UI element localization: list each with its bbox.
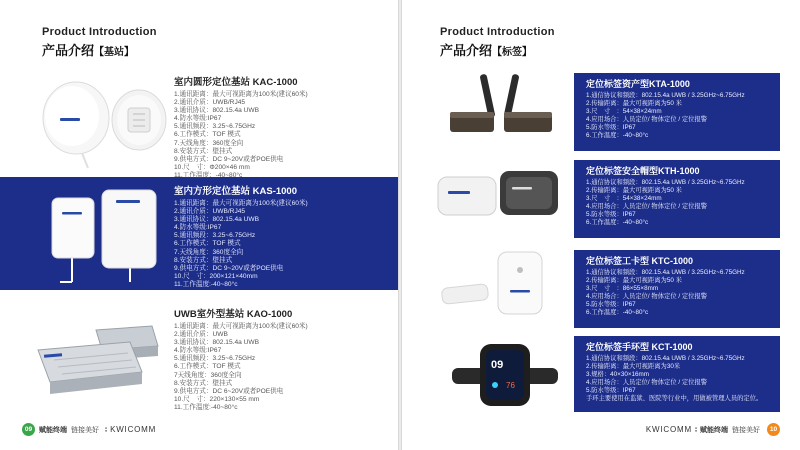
ktc-1000-image <box>438 246 558 318</box>
spec-line: 3.通讯协议：802.15.4a UWB <box>174 107 260 115</box>
spec-line: 1.通讯距离：最大可视距离为100米(建议60米) <box>174 323 308 330</box>
spec-line: 5.防水等级：IP67 <box>586 301 636 309</box>
spec-line: 1.通讯距离：最大可视距离为100米(建议60米) <box>174 91 308 98</box>
page-number-badge: 10 <box>767 423 780 436</box>
left-footer <box>22 423 156 436</box>
spec-line: 2.传输距离：最大可视距离为50 米 <box>586 100 682 108</box>
kas-1000-image <box>50 186 165 286</box>
left-heading-zh <box>42 40 134 59</box>
watch-heart-rate: 76 <box>506 381 515 390</box>
spec-line: 11.工作温度:-40~80°c <box>174 280 238 288</box>
spec-line: 2.传输距离：最大可视距离为50 米 <box>586 187 682 195</box>
spec-line: 9.供电方式：DC 6~20V或者POE供电 <box>174 387 284 395</box>
spec-line: 6.工作温度：-40~80°c <box>586 132 649 140</box>
spec-line: 10.尺 寸：Φ200×46 mm <box>174 163 250 171</box>
spec-line: 2.通讯介质：UWB <box>174 331 228 339</box>
spec-line: 2.传输距离：最大可视距离为30米 <box>586 363 681 371</box>
spec-line: 6.工作模式：TOF 模式 <box>174 363 241 371</box>
watch-time: 09 <box>491 359 504 371</box>
kct-1000-title: 定位标签手环型 KCT-1000 <box>586 342 693 352</box>
spec-line: 3.通讯协议：802.15.4a UWB <box>174 216 260 224</box>
spec-line: 5.防水等级：IP67 <box>586 124 636 132</box>
spec-line: 4.应用场合：人员定位/ 物体定位 / 定位报警 <box>586 293 708 301</box>
spec-line: 8.安装方式：壁挂式 <box>174 147 233 155</box>
kth-1000-image <box>436 165 562 227</box>
spec-line: 4.防水等级:IP67 <box>174 347 222 355</box>
spec-line: 5.通讯频段：3.25~6.75GHz <box>174 355 256 363</box>
spec-line: 10.尺 寸：200×121×40mm <box>174 272 258 280</box>
spec-line: 7天线角度：360度全向 <box>174 371 242 379</box>
left-heading-zh-main: 产品介绍 <box>42 43 95 58</box>
spec-line: 3.尺 寸 ：54×38×24mm <box>586 195 662 203</box>
kth-1000-title: 定位标签安全帽型KTH-1000 <box>586 166 700 176</box>
spec-line: 4.防水等级:IP67 <box>174 224 222 232</box>
brand-zh: 赋能终端 <box>39 426 67 434</box>
left-heading-en: Product Introduction <box>42 26 157 38</box>
right-page <box>402 0 800 450</box>
spec-line: 2.通讯介质：UWB/RJ45 <box>174 99 246 107</box>
kac-1000-title: 室内圆形定位基站 KAC-1000 <box>174 77 298 88</box>
spec-line: 1.通信协议和频段：802.15.4a UWB / 3.25GHz~6.75GHz <box>586 92 745 99</box>
kct-1000-image <box>450 338 560 420</box>
spec-line: 4.应用场合：人员定位/ 物体定位 / 定位报警 <box>586 379 708 387</box>
page-number-badge: 09 <box>22 423 35 436</box>
right-heading-en: Product Introduction <box>440 26 555 38</box>
spec-line: 10.尺 寸：220×130×55 mm <box>174 395 260 403</box>
spec-line: 4.防水等级:IP67 <box>174 115 222 123</box>
spec-line: 1.通信协议和频段：802.15.4a UWB / 3.25GHz~6.75GHz <box>586 269 745 276</box>
spec-line: 2.传输距离：最大可视距离为50 米 <box>586 277 682 285</box>
kao-1000-image <box>34 320 164 400</box>
spec-line: 手环主要使用在监狱、医院等行业中，用做被管理人员的定位。 <box>586 395 763 403</box>
kta-1000-image <box>442 72 562 140</box>
separator-icon: ∶ <box>105 426 108 434</box>
spec-line: 4.应用场合：人员定位/ 物体定位 / 定位报警 <box>586 116 708 124</box>
spec-line: 9.供电方式：DC 9~20V或者POE供电 <box>174 155 284 163</box>
brand-zh: 赋能终端 <box>700 426 728 434</box>
kth-1000-card <box>574 160 780 238</box>
slogan: 链接美好 <box>71 426 99 434</box>
spec-line: 6.工作温度：-40~80°c <box>586 309 649 317</box>
spec-line: 3.通讯协议：802.15.4a UWB <box>174 339 260 347</box>
right-heading-zh-sub: 【标签】 <box>492 47 533 58</box>
kct-1000-card <box>574 336 780 412</box>
spec-line: 5.防水等级：IP67 <box>586 387 636 395</box>
spec-line: 6.工作模式：TOF 模式 <box>174 240 241 248</box>
spec-line: 8.安装方式：壁挂式 <box>174 256 233 264</box>
right-heading-zh-main: 产品介绍 <box>440 43 493 58</box>
spec-line: 6.工作温度：-40~80°c <box>586 219 649 227</box>
spec-line: 9.供电方式：DC 9~20V或者POE供电 <box>174 264 284 272</box>
kao-1000-title: UWB室外型基站 KAO-1000 <box>174 309 293 320</box>
spec-line: 5.防水等级：IP67 <box>586 211 636 219</box>
slogan: 链接美好 <box>732 426 760 434</box>
left-page <box>0 0 398 450</box>
kao-1000-spec <box>174 306 389 412</box>
kta-1000-title: 定位标签资产型KTA-1000 <box>586 79 690 89</box>
separator-icon: ∶ <box>694 426 697 434</box>
spec-line: 2.通讯介质：UWB/RJ45 <box>174 208 246 216</box>
spec-line: 4.应用场合：人员定位/ 物体定位 / 定位报警 <box>586 203 708 211</box>
spec-line: 3.规格：40×30×16mm <box>586 371 649 379</box>
kas-1000-spec <box>174 183 389 289</box>
kac-1000-spec <box>174 74 389 180</box>
spec-line: 7.天线角度：360度全向 <box>174 139 244 147</box>
left-heading-zh-sub: 【基站】 <box>94 47 135 58</box>
kac-1000-image <box>42 78 167 173</box>
spec-line: 11.工作温度：-40~80°c <box>174 171 243 179</box>
spec-line: 11.工作温度:-40~80°c <box>174 403 238 411</box>
spec-line: 5.通讯频段：3.25~6.75GHz <box>174 123 256 131</box>
spec-line: 5.通讯频段：3.25~6.75GHz <box>174 232 256 240</box>
right-footer <box>646 423 780 436</box>
kta-1000-card <box>574 73 780 151</box>
spec-line: 1.通信协议和频段：802.15.4a UWB / 3.25GHz~6.75GHz <box>586 179 745 186</box>
right-heading-zh <box>440 40 532 59</box>
spec-line: 6.工作模式：TOF 模式 <box>174 131 241 139</box>
spec-line: 3.尺 寸 ：86×55×8mm <box>586 285 659 293</box>
brand-en: KWICOMM <box>645 425 692 434</box>
spec-line: 8.安装方式：壁挂式 <box>174 379 233 387</box>
brand-en: KWICOMM <box>110 425 157 434</box>
ktc-1000-title: 定位标签工卡型 KTC-1000 <box>586 256 694 266</box>
kas-1000-title: 室内方形定位基站 KAS-1000 <box>174 186 297 197</box>
spec-line: 3.尺 寸 ：54×38×24mm <box>586 108 662 116</box>
spec-line: 1.通讯距离：最大可视距离为100米(建议60米) <box>174 200 308 207</box>
spec-line: 7.天线角度：360度全向 <box>174 248 244 256</box>
ktc-1000-card <box>574 250 780 328</box>
spec-line: 1.通信协议和频段：802.15.4a UWB / 3.25GHz~6.75GHz <box>586 355 745 362</box>
